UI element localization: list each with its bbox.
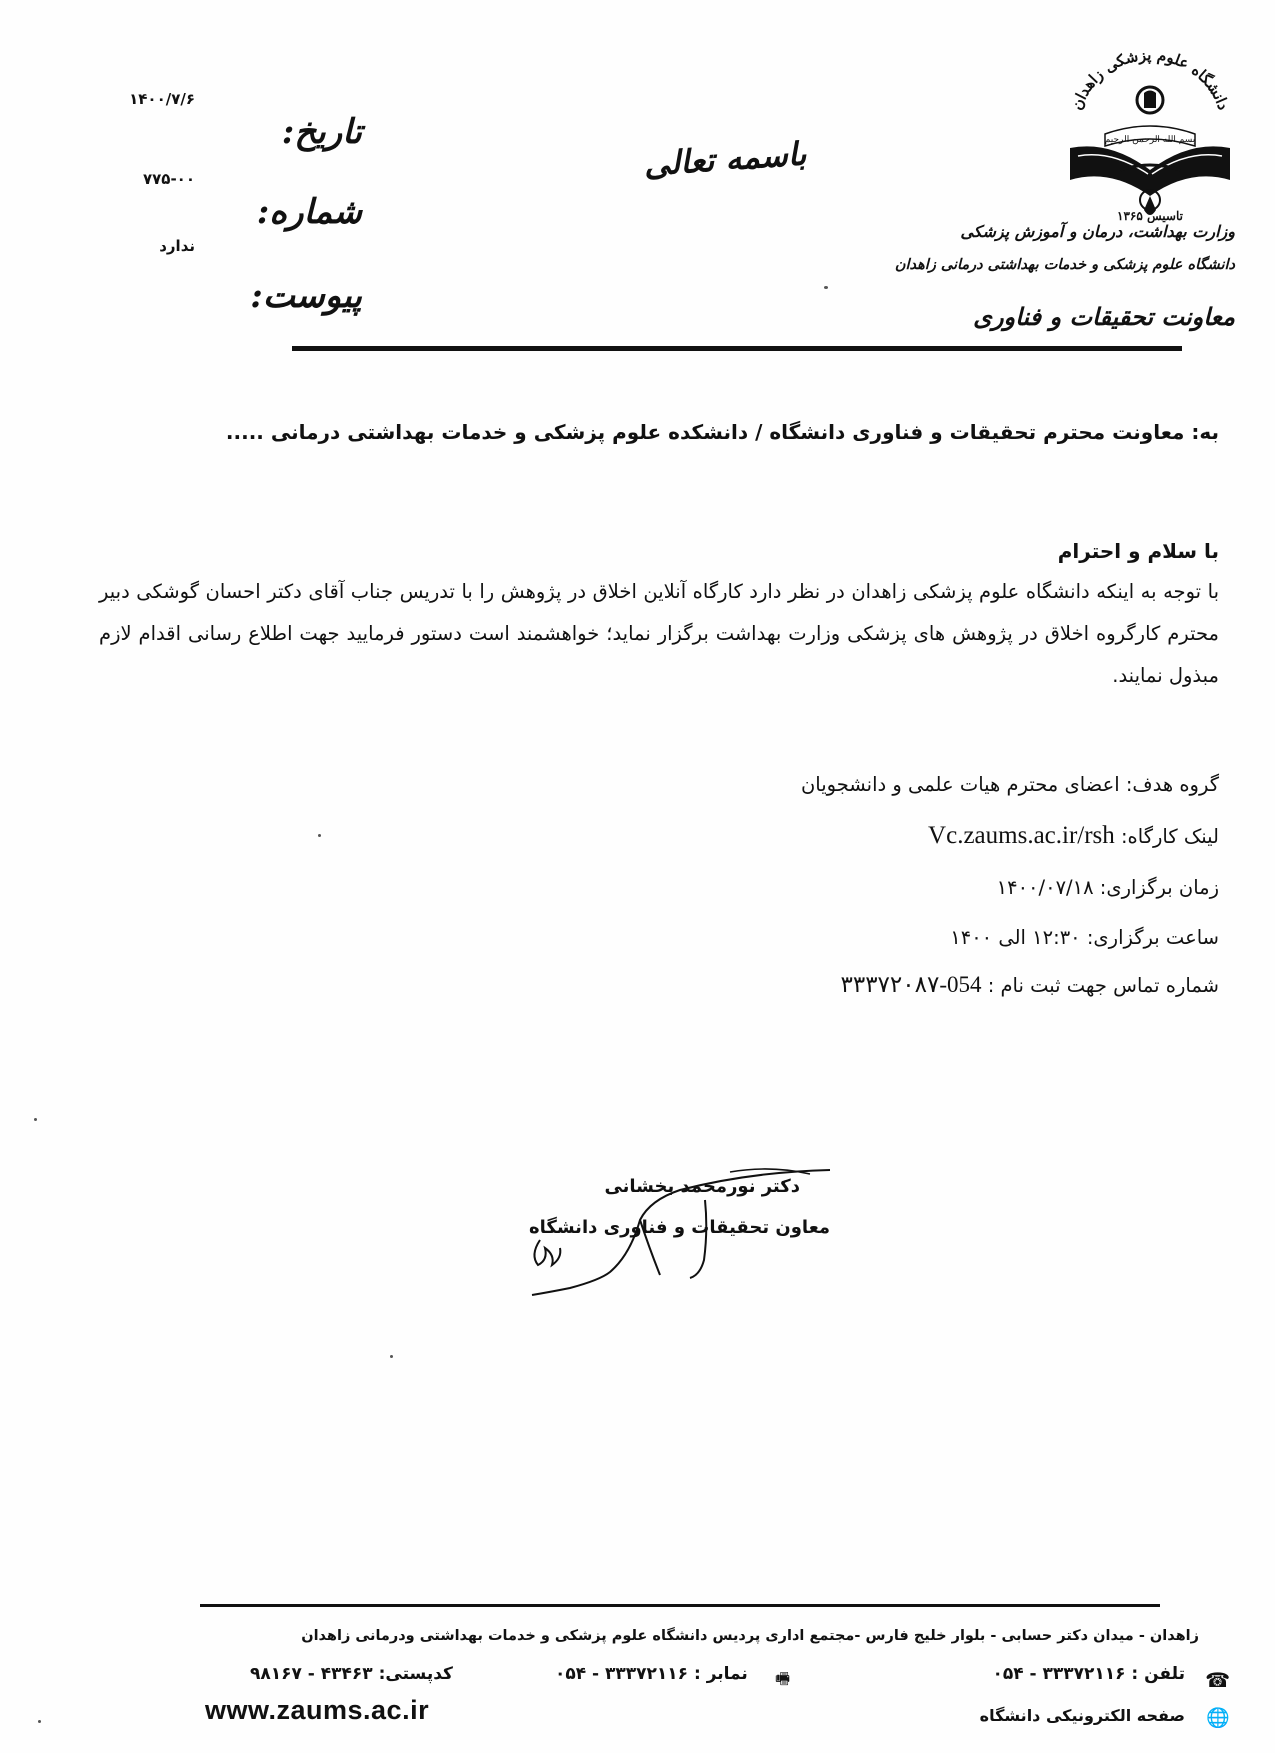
signatory-title: معاون تحقیقات و فناوری دانشگاه [529,1217,830,1238]
footer-phone: تلفن : ۳۳۳۷۲۱۱۶ - ۰۵۴ [992,1664,1185,1684]
scan-speck [824,286,828,289]
logo-banner-text: بسم الله الرحمن الرحیم [1104,135,1196,145]
footer-address: زاهدان - میدان دکتر حسابی - بلوار خلیج فارس -مجتمع اداری پردیس دانشگاه علوم پزشکی و خدمات بهداشتی ودرمانی زاهدان [301,1628,1199,1644]
footer-phone-row [992,1664,1185,1684]
footer-fax-row [555,1664,748,1684]
scan-speck [318,834,321,837]
footer-fax: نمابر : ۳۳۳۷۲۱۱۶ - ۰۵۴ [555,1664,748,1684]
footer-website[interactable]: www.zaums.ac.ir [205,1695,430,1725]
globe-icon: 🌐 [1206,1707,1230,1729]
contact-number: 054-۳۳۳۷۲۰۸۷ [840,972,982,997]
number-value: ۷۷۵-۰۰ [142,170,195,188]
workshop-link-label: لینک کارگاه: [1120,825,1219,848]
date-value: ۱۴۰۰/۷/۶ [129,90,195,108]
scan-speck [34,1118,37,1121]
fax-icon: 🖷 [775,1669,791,1688]
logo-founded-text: تاسیس ۱۳۶۵ [1117,209,1183,223]
target-group: گروه هدف: اعضای محترم هیات علمی و دانشجویان [800,773,1219,796]
university-logo [1060,48,1240,223]
logo-arc-text: دانشگاه علوم پزشکی زاهدان [1067,48,1233,113]
contact-label: شماره تماس جهت ثبت نام : [987,974,1219,997]
footer-website-label: صفحه الکترونیکی دانشگاه [979,1706,1185,1725]
greeting: با سلام و احترام [1057,539,1219,563]
number-label: شماره: [256,192,362,232]
footer-rule [200,1604,1160,1607]
date-label: تاریخ: [281,112,362,152]
scan-speck [390,1355,393,1358]
workshop-link[interactable]: Vc.zaums.ac.ir/rsh [928,822,1115,849]
signatory-name: دکتر نورمحمد بخشانی [604,1176,800,1197]
workshop-link-row [419,822,1219,850]
attachment-value: ندارد [159,237,195,255]
department-name: معاونت تحقیقات و فناوری [973,302,1235,331]
ministry-name: وزارت بهداشت، درمان و آموزش پزشکی [960,222,1235,241]
addressee: به: معاونت محترم تحقیقات و فناوری دانشگاه / دانشکده علوم پزشکی و خدمات بهداشتی درمانی ..... [225,420,1219,444]
workshop-date: زمان برگزاری: ۱۴۰۰/۰۷/۱۸ [996,876,1219,899]
attachment-label: پیوست: [250,276,362,316]
phone-icon: ☎ [1205,1668,1230,1692]
workshop-time: ساعت برگزاری: ۱۲:۳۰ الی ۱۴۰۰ [950,926,1219,949]
scan-speck [38,1720,41,1723]
header-rule [292,346,1182,351]
letter-body: با توجه به اینکه دانشگاه علوم پزشکی زاهدان در نظر دارد کارگاه آنلاین اخلاق در پژوهش را با تدریس جناب آقای دکتر احسان گوشکی دبیر محترم کارگروه اخلاق در پژوهش های پزشکی وزارت بهداشت برگزار نماید؛ خواهشمند است دستور فرمایید جهت اطلاع رسانی اقدام لازم مبذول نمایند. [99,580,1219,687]
logo-emblem-icon [1060,48,1240,223]
letter-header-title: باسمه تعالی [642,134,808,184]
footer-postal-code: کدپستی: ۴۳۴۶۳ - ۹۸۱۶۷ [250,1664,453,1684]
signature-block [500,1160,840,1300]
university-name: دانشگاه علوم پزشکی و خدمات بهداشتی درمانی زاهدان [894,256,1235,273]
handwritten-signature-icon [500,1160,840,1300]
contact-row [419,972,1219,998]
